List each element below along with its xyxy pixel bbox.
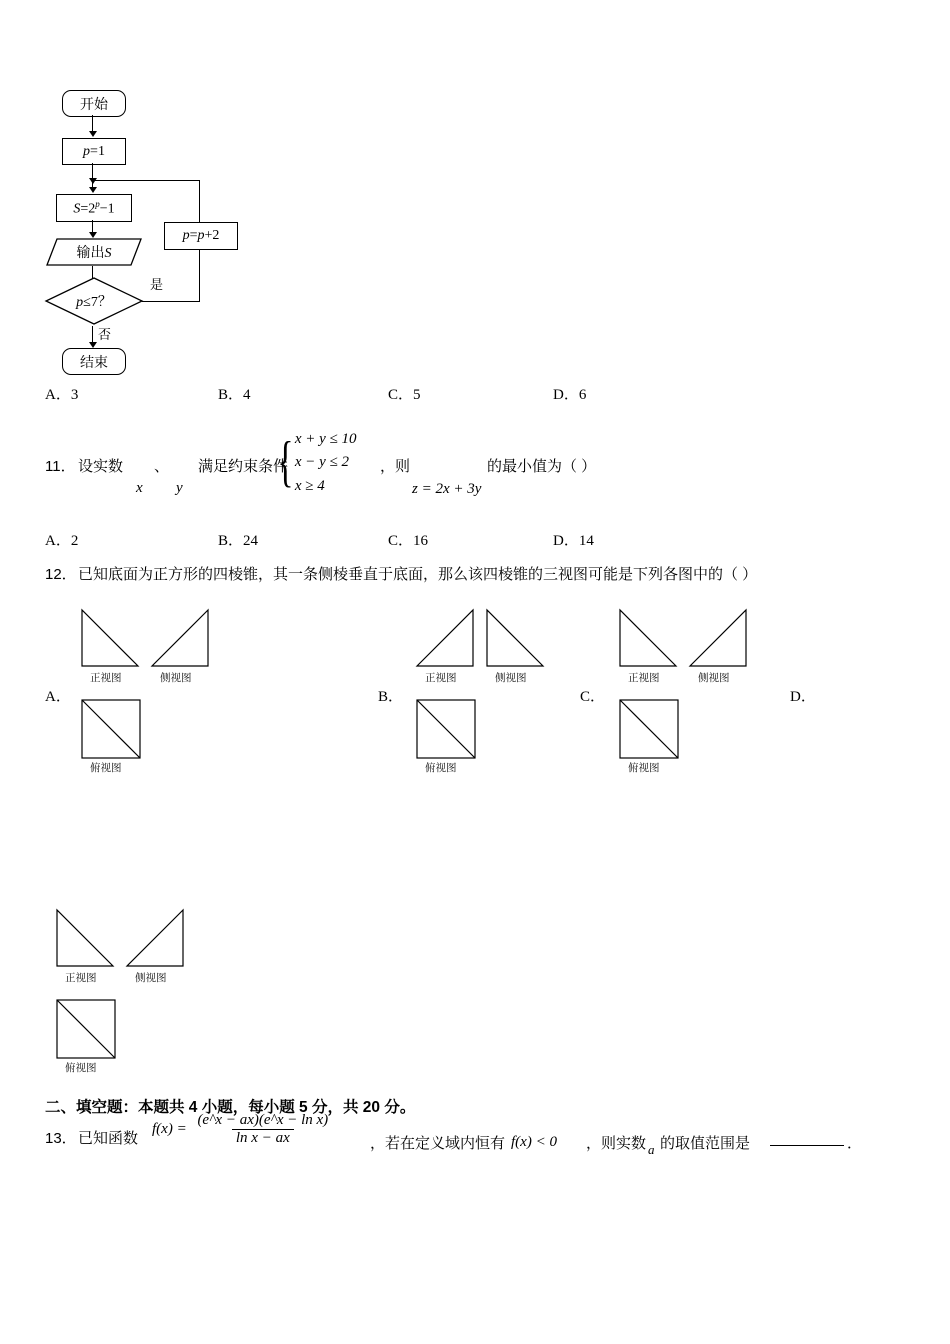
q11-option-a[interactable]: A．2 xyxy=(45,533,79,549)
q11-text-3: ，则 xyxy=(380,458,411,475)
flowchart-figure: 开始 p=1 $S=2^p-1$ 输出S p≤7？ 是 p=p+2 否 结束 xyxy=(40,90,300,375)
q13-function-expression xyxy=(152,1112,335,1147)
q13-numerator: (e^x − ax)(e^x − ln x) xyxy=(197,1112,329,1128)
flowchart-compute-node xyxy=(56,194,132,222)
connector xyxy=(92,163,93,189)
q11-option-b[interactable]: B．24 xyxy=(218,533,259,549)
q11-constraint-2: x − y ≤ 2 xyxy=(294,454,350,471)
connector xyxy=(142,301,200,302)
q12-choice-a-letter[interactable]: A． xyxy=(45,689,71,705)
three-view-drawing xyxy=(598,600,778,770)
flowchart-end-node: 结束 xyxy=(62,348,126,375)
fraction xyxy=(193,1112,332,1147)
arrow-icon xyxy=(89,131,97,137)
connector xyxy=(199,250,200,302)
flowchart-increment-label: p=p+2 xyxy=(182,228,220,243)
flowchart-output-node xyxy=(46,238,142,266)
q11-text-4: 的最小值为（ ） xyxy=(487,458,597,475)
q13-text-4: 的取值范围是 xyxy=(660,1135,751,1152)
q10-option-b[interactable]: B．4 xyxy=(218,387,251,403)
section-two-title: 二、填空题：本题共 4 小题，每小题 5 分，共 20 分。 xyxy=(45,1099,416,1116)
q12-choice-a-figure: 正视图 侧视图 俯视图 xyxy=(60,600,240,770)
q13-denominator: ln x − ax xyxy=(232,1129,294,1147)
q11-comma: 、 xyxy=(154,458,170,475)
q11-text-2: 满足约束条件 xyxy=(198,458,289,475)
q12-choice-b-figure: 正视图 侧视图 俯视图 xyxy=(395,600,575,770)
q11-objective: z = 2x + 3y xyxy=(412,481,482,497)
flowchart-start-node: 开始 xyxy=(62,90,126,117)
q12-choice-d-figure: 正视图 侧视图 俯视图 xyxy=(35,900,215,1070)
three-view-drawing xyxy=(35,900,215,1070)
q13-number: 13． xyxy=(45,1130,77,1147)
q11-constraint-3: x ≥ 4 xyxy=(294,477,325,494)
q13-text-1: 已知函数 xyxy=(78,1130,139,1147)
q13-condition: f(x) < 0 xyxy=(511,1134,557,1150)
blank-underline xyxy=(770,1132,844,1146)
q11-option-c[interactable]: C．16 xyxy=(388,533,429,549)
q11-number: 11． xyxy=(45,458,76,475)
three-view-drawing xyxy=(60,600,240,770)
flowchart-decision-label: p≤7？ xyxy=(76,295,112,310)
arrow-icon xyxy=(89,178,97,184)
q13-text-3: ，则实数 xyxy=(586,1135,647,1152)
q13-var-a: a xyxy=(648,1142,655,1157)
flowchart-increment-node xyxy=(164,222,238,250)
q11-text-1: 设实数 xyxy=(78,458,124,475)
flowchart-compute-label: $S=2^p-1$ xyxy=(73,198,115,217)
q11-option-d[interactable]: D．14 xyxy=(553,533,594,549)
q12-choice-c-letter[interactable]: C． xyxy=(580,689,606,705)
q10-option-a[interactable]: A．3 xyxy=(45,387,79,403)
q13-fx: f(x) = xyxy=(152,1120,187,1137)
connector xyxy=(92,180,200,181)
flowchart-init-label: p=1 xyxy=(83,143,105,159)
connector xyxy=(199,180,200,222)
q13-text-2: ，若在定义域内恒有 xyxy=(370,1135,506,1152)
flowchart-init-node xyxy=(62,138,126,165)
flowchart-decision-node xyxy=(44,276,144,326)
q11-constraint-system xyxy=(272,424,357,502)
q13-text-5: ． xyxy=(847,1135,863,1152)
q12-text: 已知底面为正方形的四棱锥，其一条侧棱垂直于底面，那么该四棱锥的三视图可能是下列各图中的（ ） xyxy=(78,566,758,583)
q12-choice-b-letter[interactable]: B． xyxy=(378,689,404,705)
flowchart-output-label: 输出S xyxy=(76,244,112,261)
q11-var-x: x xyxy=(136,480,143,496)
q13-answer-blank[interactable] xyxy=(770,1132,844,1151)
q12-choice-c-figure: 正视图 侧视图 俯视图 xyxy=(598,600,778,770)
q12-choice-d-letter[interactable]: D． xyxy=(790,689,816,705)
left-brace: { xyxy=(277,431,294,494)
q11-var-y: y xyxy=(176,480,183,496)
three-view-drawing xyxy=(395,600,575,770)
q10-option-c[interactable]: C．5 xyxy=(388,387,421,403)
arrow-icon xyxy=(89,187,97,193)
q10-option-d[interactable]: D．6 xyxy=(553,387,587,403)
q12-number: 12． xyxy=(45,566,77,583)
q11-constraint-1: x + y ≤ 10 xyxy=(294,431,357,448)
